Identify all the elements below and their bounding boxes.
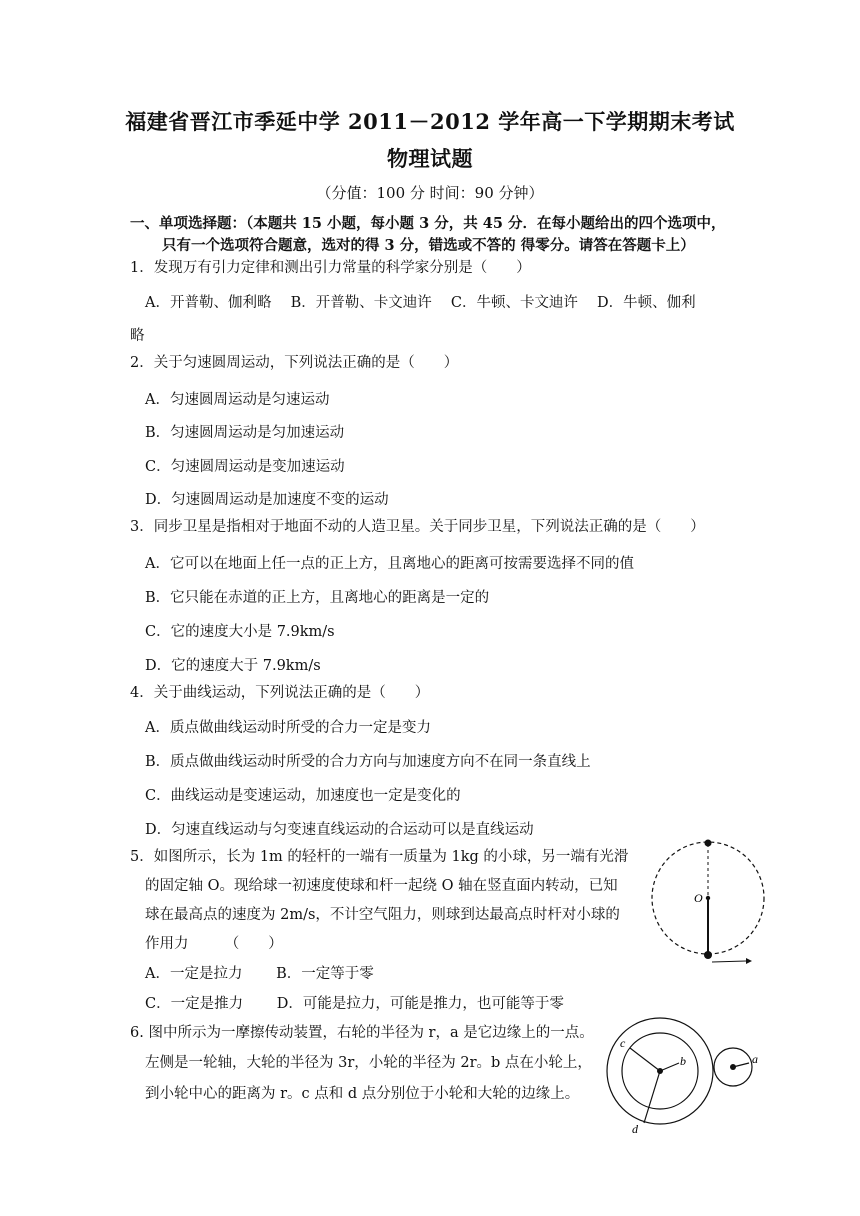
- q5-options-row-2: C．一定是推力 D．可能是拉力，可能是推力，也可能等于零: [145, 996, 564, 1012]
- radius-b: [660, 1063, 679, 1071]
- q1-stem: 1．发现万有引力定律和测出引力常量的科学家分别是（ ）: [130, 260, 531, 276]
- q3-option-d: D．它的速度大于 7.9km/s: [145, 658, 321, 674]
- q4-option-c: C．曲线运动是变速运动，加速度也一定是变化的: [145, 788, 461, 804]
- ball-bottom: [704, 951, 712, 959]
- q5-stem-line-4: 作用力 （ ）: [145, 936, 283, 952]
- q2-option-d: D．匀速圆周运动是加速度不变的运动: [145, 492, 389, 508]
- q4-stem: 4．关于曲线运动，下列说法正确的是（ ）: [130, 685, 430, 701]
- label-d: d: [632, 1122, 638, 1136]
- q4-option-d: D．匀速直线运动与匀变速直线运动的合运动可以是直线运动: [145, 822, 534, 838]
- velocity-arrowhead: [746, 958, 752, 964]
- q3-option-a: A．它可以在地面上任一点的正上方，且离地心的距离可按需要选择不同的值: [145, 556, 634, 572]
- q4-option-b: B．质点做曲线运动时所受的合力方向与加速度方向不在同一条直线上: [145, 754, 591, 770]
- q2-option-c: C．匀速圆周运动是变加速运动: [145, 459, 345, 475]
- label-o: O: [694, 891, 703, 905]
- section-heading-line-1: 一、单项选择题：（本题共 15 小题，每小题 3 分，共 45 分．在每小题给出的四个选项中，: [130, 215, 726, 232]
- q2-option-b: B．匀速圆周运动是匀加速运动: [145, 425, 345, 441]
- q5-figure: [650, 840, 770, 970]
- q4-option-a: A．质点做曲线运动时所受的合力一定是变力: [145, 720, 431, 736]
- q2-option-a: A．匀速圆周运动是匀速运动: [145, 392, 330, 408]
- page-title: 福建省晋江市季延中学 2011－2012 学年高一下学期期末考试: [125, 109, 735, 134]
- q3-option-b: B．它只能在赤道的正上方，且离地心的距离是一定的: [145, 590, 490, 606]
- axis-o-point: [706, 896, 710, 900]
- radius-c: [630, 1048, 660, 1071]
- label-a: a: [752, 1052, 758, 1066]
- page-subtitle: 物理试题: [387, 146, 473, 171]
- q5-stem-line-1: 5．如图所示，长为 1m 的轻杆的一端有一质量为 1kg 的小球，另一端有光滑: [130, 849, 629, 865]
- exam-meta: （分值：100 分 时间：90 分钟）: [316, 184, 544, 202]
- label-c: c: [620, 1036, 626, 1050]
- label-b: b: [680, 1054, 686, 1068]
- q5-stem-line-2: 的固定轴 O。现给球一初速度使球和杆一起绕 O 轴在竖直面内转动，已知: [145, 878, 618, 894]
- radius-d: [644, 1071, 660, 1123]
- q5-stem-line-3: 球在最高点的速度为 2m/s，不计空气阻力，则球到达最高点时杆对小球的: [145, 907, 620, 923]
- q1-options: A．开普勒、伽利略 B．开普勒、卡文迪许 C．牛顿、卡文迪许 D．牛顿、伽利: [145, 295, 696, 311]
- q2-stem: 2．关于匀速圆周运动，下列说法正确的是（ ）: [130, 355, 459, 371]
- ball-top: [705, 840, 712, 847]
- q1-options-wrap: 略: [130, 328, 145, 344]
- velocity-arrow: [712, 961, 746, 962]
- q6-stem-line-1: 6. 图中所示为一摩擦传动装置，右轮的半径为 r，a 是它边缘上的一点。: [130, 1025, 594, 1041]
- q6-stem-line-3: 到小轮中心的距离为 r。c 点和 d 点分别位于小轮和大轮的边缘上。: [145, 1086, 580, 1102]
- q3-stem: 3．同步卫星是指相对于地面不动的人造卫星。关于同步卫星，下列说法正确的是（ ）: [130, 519, 705, 535]
- section-heading-line-2: 只有一个选项符合题意，选对的得 3 分，错选或不答的 得零分。请答在答题卡上）: [162, 237, 695, 254]
- center-right: [730, 1064, 736, 1070]
- q6-stem-line-2: 左侧是一轮轴，大轮的半径为 3r，小轮的半径为 2r。b 点在小轮上，: [145, 1055, 592, 1071]
- q6-figure: [600, 1015, 770, 1140]
- center-left: [657, 1068, 663, 1074]
- q5-options-row-1: A．一定是拉力 B．一定等于零: [145, 966, 374, 982]
- q3-option-c: C．它的速度大小是 7.9km/s: [145, 624, 335, 640]
